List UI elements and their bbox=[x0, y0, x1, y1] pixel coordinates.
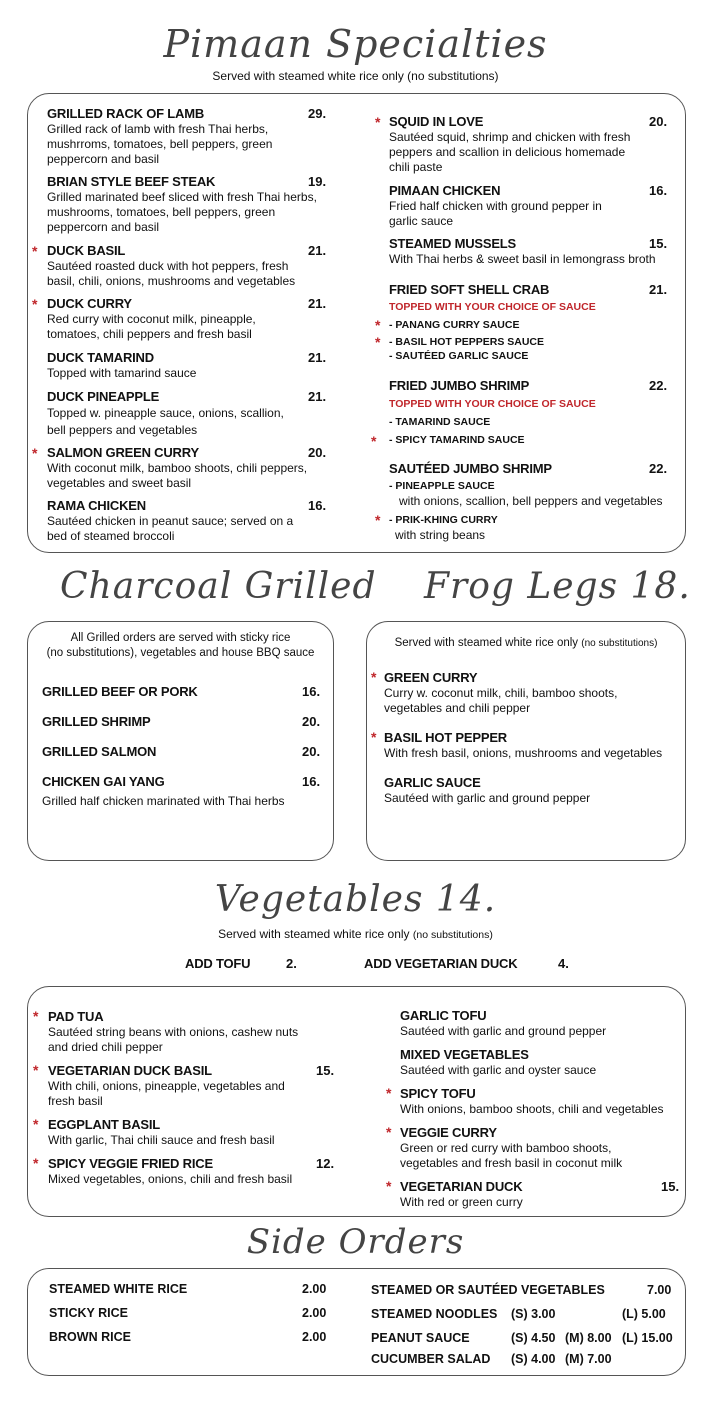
menu-item-fried-shrimp bbox=[389, 378, 529, 393]
specialties-subtitle: Served with steamed white rice only (no substitutions) bbox=[212, 69, 499, 83]
sauce-option: - SPICY TAMARIND SAUCE bbox=[389, 434, 525, 446]
item-price: 16. bbox=[302, 684, 321, 699]
item-desc: With onions, bamboo shoots, chili and vegetables bbox=[400, 1102, 664, 1116]
item-price: 15. bbox=[661, 1179, 680, 1194]
item-name: VEGETARIAN DUCK bbox=[400, 1179, 523, 1194]
frog-intro-main: Served with steamed white rice only bbox=[394, 637, 579, 649]
spicy-icon: * bbox=[33, 1155, 39, 1171]
spicy-icon: * bbox=[32, 243, 38, 259]
add-tofu-price: 2. bbox=[286, 956, 297, 971]
item-desc: Topped w. pineapple sauce, onions, scallion, bell peppers and vegetables bbox=[47, 406, 284, 437]
menu-item bbox=[48, 1009, 313, 1055]
spicy-icon: * bbox=[32, 296, 38, 312]
item-name: DUCK TAMARIND bbox=[47, 350, 154, 365]
item-price: 20. bbox=[649, 114, 668, 129]
specialties-title: Pimaan Specialties bbox=[163, 22, 548, 66]
item-name: SAUTÉED JUMBO SHRIMP bbox=[389, 461, 552, 476]
vegetables-subtitle bbox=[0, 927, 711, 941]
menu-item bbox=[47, 498, 305, 544]
side-item-name: CUCUMBER SALAD bbox=[371, 1352, 491, 1366]
menu-item bbox=[400, 1047, 680, 1078]
side-item-price: 2.00 bbox=[302, 1282, 327, 1296]
item-desc: Red curry with coconut milk, pineapple, tomatoes, chili peppers and fresh basil bbox=[47, 312, 256, 341]
item-desc: Green or red curry with bamboo shoots, vegetables and fresh basil in coconut milk bbox=[400, 1141, 623, 1170]
item-name: BRIAN STYLE BEEF STEAK bbox=[47, 174, 216, 189]
spicy-icon: * bbox=[33, 1008, 39, 1024]
item-name: DUCK CURRY bbox=[47, 296, 132, 311]
item-desc: Curry w. coconut milk, chili, bamboo shoots, vegetables and chili pepper bbox=[384, 686, 618, 715]
menu-item bbox=[47, 243, 312, 289]
item-name: SQUID IN LOVE bbox=[389, 114, 484, 129]
menu-item-name: CHICKEN GAI YANG bbox=[42, 774, 165, 789]
spicy-icon: * bbox=[375, 334, 381, 350]
item-price: 15. bbox=[316, 1063, 335, 1078]
menu-item-name: GRILLED BEEF OR PORK bbox=[42, 684, 198, 699]
menu-item bbox=[48, 1063, 303, 1109]
item-name: SPICY VEGGIE FRIED RICE bbox=[48, 1156, 213, 1171]
menu-item bbox=[47, 174, 332, 235]
item-desc: with string beans bbox=[395, 528, 486, 542]
item-desc: Grilled half chicken marinated with Thai herbs bbox=[42, 794, 285, 808]
side-item-price-l: (L) 15.00 bbox=[622, 1331, 673, 1345]
item-price: 29. bbox=[308, 106, 327, 121]
item-name: GREEN CURRY bbox=[384, 670, 478, 685]
item-price: 20. bbox=[302, 714, 321, 729]
item-desc: Sautéed with garlic and ground pepper bbox=[400, 1024, 607, 1038]
menu-item-name: GRILLED SHRIMP bbox=[42, 714, 151, 729]
item-desc: Fried half chicken with ground pepper in garlic sauce bbox=[389, 199, 602, 228]
sauce-option: - PANANG CURRY SAUCE bbox=[389, 319, 520, 331]
item-name: DUCK PINEAPPLE bbox=[47, 389, 160, 404]
side-item-price-s: (S) 4.00 bbox=[511, 1352, 556, 1366]
item-name: MIXED VEGETABLES bbox=[400, 1047, 529, 1062]
menu-item bbox=[48, 1156, 313, 1187]
spicy-icon: * bbox=[371, 729, 377, 745]
item-price: 19. bbox=[308, 174, 327, 189]
menu-item-name: GRILLED SALMON bbox=[42, 744, 157, 759]
item-price: 16. bbox=[308, 498, 327, 513]
item-price: 20. bbox=[302, 744, 321, 759]
item-price: 21. bbox=[308, 389, 327, 404]
item-desc: With fresh basil, onions, mushrooms and vegetables bbox=[384, 746, 663, 760]
menu-item bbox=[384, 670, 634, 716]
item-desc: Sautéed roasted duck with hot peppers, fresh basil, chili, onions, mushrooms and vegetables bbox=[47, 259, 296, 288]
item-desc: With Thai herbs & sweet basil in lemongrass broth bbox=[389, 252, 656, 266]
vegetables-subtitle-main: Served with steamed white rice only bbox=[218, 927, 410, 941]
charcoal-intro: (no substitutions), vegetables and house BBQ sauce bbox=[46, 647, 315, 659]
item-desc: Sautéed with garlic and oyster sauce bbox=[400, 1063, 597, 1077]
item-price: 20. bbox=[308, 445, 327, 460]
item-desc: With chili, onions, pineapple, vegetables and fresh basil bbox=[48, 1079, 285, 1108]
spicy-icon: * bbox=[386, 1124, 392, 1140]
item-price: 12. bbox=[316, 1156, 335, 1171]
side-item-price-s: (S) 3.00 bbox=[511, 1307, 556, 1321]
add-duck-price: 4. bbox=[558, 956, 569, 971]
menu-item bbox=[48, 1117, 313, 1148]
menu-item bbox=[47, 106, 322, 167]
item-name: FRIED JUMBO SHRIMP bbox=[389, 378, 530, 393]
frog-intro-small: (no substitutions) bbox=[581, 638, 658, 649]
sauce-option: - TAMARIND SAUCE bbox=[389, 416, 491, 428]
item-name: RAMA CHICKEN bbox=[47, 498, 146, 513]
item-desc: Sautéed chicken in peanut sauce; served on a bed of steamed broccoli bbox=[47, 514, 294, 543]
side-item-name: STEAMED NOODLES bbox=[371, 1307, 498, 1321]
menu-item bbox=[384, 730, 679, 761]
sauce-option: - BASIL HOT PEPPERS SAUCE bbox=[389, 336, 544, 348]
item-price: 15. bbox=[649, 236, 668, 251]
item-price: 22. bbox=[649, 461, 668, 476]
side-item-price-l: (L) 5.00 bbox=[622, 1307, 666, 1321]
item-price: 21. bbox=[308, 296, 327, 311]
menu-item bbox=[47, 296, 297, 342]
item-price: 16. bbox=[649, 183, 668, 198]
menu-item-crab bbox=[389, 282, 549, 297]
item-price: 21. bbox=[308, 243, 327, 258]
item-name: PAD TUA bbox=[48, 1009, 104, 1024]
frog-title: Frog Legs 18. bbox=[424, 566, 691, 607]
spicy-icon: * bbox=[33, 1062, 39, 1078]
spicy-icon: * bbox=[33, 1116, 39, 1132]
menu-item bbox=[389, 183, 619, 229]
add-duck-label: ADD VEGETARIAN DUCK bbox=[364, 956, 518, 971]
sauce-choice-note: TOPPED WITH YOUR CHOICE OF SAUCE bbox=[389, 301, 596, 313]
spicy-icon: * bbox=[371, 433, 377, 449]
spicy-icon: * bbox=[375, 512, 381, 528]
item-name: EGGPLANT BASIL bbox=[48, 1117, 161, 1132]
menu-item-sauteed-shrimp bbox=[389, 461, 552, 476]
item-name: GARLIC TOFU bbox=[400, 1008, 487, 1023]
item-desc: Sautéed string beans with onions, cashew nuts and dried chili pepper bbox=[48, 1025, 299, 1054]
item-desc: With garlic, Thai chili sauce and fresh basil bbox=[48, 1133, 275, 1147]
menu-item bbox=[400, 1125, 640, 1171]
item-desc: Mixed vegetables, onions, chili and fresh basil bbox=[48, 1172, 293, 1186]
menu-item bbox=[400, 1086, 685, 1117]
item-price: 22. bbox=[649, 378, 668, 393]
side-item-price-s: (S) 4.50 bbox=[511, 1331, 556, 1345]
item-desc: Topped with tamarind sauce bbox=[47, 366, 197, 380]
item-name: VEGGIE CURRY bbox=[400, 1125, 497, 1140]
charcoal-intro: All Grilled orders are served with sticky rice bbox=[70, 632, 291, 644]
sauce-option: - PINEAPPLE SAUCE bbox=[389, 480, 495, 492]
menu-item bbox=[400, 1179, 640, 1210]
side-item-price-m: (M) 7.00 bbox=[565, 1352, 612, 1366]
menu-item bbox=[47, 445, 322, 491]
item-desc: Grilled rack of lamb with fresh Thai herbs, mushrroms, tomatoes, bell peppers, green peppercorn and basil bbox=[47, 122, 273, 166]
item-name: BASIL HOT PEPPER bbox=[384, 730, 507, 745]
vegetables-subtitle-small: (no substitutions) bbox=[412, 929, 493, 941]
side-item-name: STEAMED WHITE RICE bbox=[49, 1282, 188, 1296]
side-item-price-m: (M) 8.00 bbox=[565, 1331, 612, 1345]
item-desc: Sautéed with garlic and ground pepper bbox=[384, 791, 591, 805]
item-name: SALMON GREEN CURRY bbox=[47, 445, 199, 460]
sauce-choice-note: TOPPED WITH YOUR CHOICE OF SAUCE bbox=[389, 398, 596, 410]
frog-intro bbox=[366, 637, 686, 649]
side-item-name: PEANUT SAUCE bbox=[371, 1331, 470, 1345]
vegetables-title: Vegetables 14. bbox=[214, 879, 497, 920]
item-desc: Sautéed squid, shrimp and chicken with fresh peppers and scallion in delicious homemade chili paste bbox=[389, 130, 631, 174]
spicy-icon: * bbox=[375, 317, 381, 333]
menu-item bbox=[47, 389, 302, 439]
item-desc: With red or green curry bbox=[400, 1195, 523, 1209]
item-price: 16. bbox=[302, 774, 321, 789]
item-name: VEGETARIAN DUCK BASIL bbox=[48, 1063, 212, 1078]
sauce-option: - PRIK-KHING CURRY bbox=[389, 514, 498, 526]
spicy-icon: * bbox=[375, 114, 381, 130]
spicy-icon: * bbox=[386, 1178, 392, 1194]
item-name: FRIED SOFT SHELL CRAB bbox=[389, 282, 550, 297]
side-item-price-l: 7.00 bbox=[647, 1283, 672, 1297]
menu-item bbox=[400, 1008, 680, 1039]
item-desc: With coconut milk, bamboo shoots, chili peppers, vegetables and sweet basil bbox=[47, 461, 308, 490]
menu-item bbox=[389, 236, 679, 267]
add-tofu-label: ADD TOFU bbox=[185, 956, 251, 971]
side-item-price: 2.00 bbox=[302, 1330, 327, 1344]
item-desc: Grilled marinated beef sliced with fresh Thai herbs, mushrooms, tomatoes, bell peppers, green peppercorn and basil bbox=[47, 190, 317, 234]
spicy-icon: * bbox=[32, 445, 38, 461]
item-name: DUCK BASIL bbox=[47, 243, 126, 258]
item-name: PIMAAN CHICKEN bbox=[389, 183, 501, 198]
spicy-icon: * bbox=[371, 669, 377, 685]
item-name: GRILLED RACK OF LAMB bbox=[47, 106, 205, 121]
item-desc: with onions, scallion, bell peppers and vegetables bbox=[399, 494, 663, 508]
side-item-price: 2.00 bbox=[302, 1306, 327, 1320]
side-item-name: STEAMED OR SAUTÉED VEGETABLES bbox=[371, 1283, 605, 1297]
item-name: GARLIC SAUCE bbox=[384, 775, 481, 790]
spicy-icon: * bbox=[386, 1085, 392, 1101]
side-item-name: BROWN RICE bbox=[49, 1330, 131, 1344]
item-name: SPICY TOFU bbox=[400, 1086, 476, 1101]
item-price: 21. bbox=[649, 282, 668, 297]
menu-item bbox=[389, 114, 644, 175]
item-name: STEAMED MUSSELS bbox=[389, 236, 517, 251]
sauce-option: - SAUTÉED GARLIC SAUCE bbox=[389, 350, 529, 362]
side-item-name: STICKY RICE bbox=[49, 1306, 128, 1320]
charcoal-title: Charcoal Grilled bbox=[60, 566, 377, 607]
item-price: 21. bbox=[308, 350, 327, 365]
sides-title: Side Orders bbox=[246, 1222, 465, 1262]
menu-item bbox=[384, 775, 674, 806]
menu-item bbox=[47, 350, 307, 381]
